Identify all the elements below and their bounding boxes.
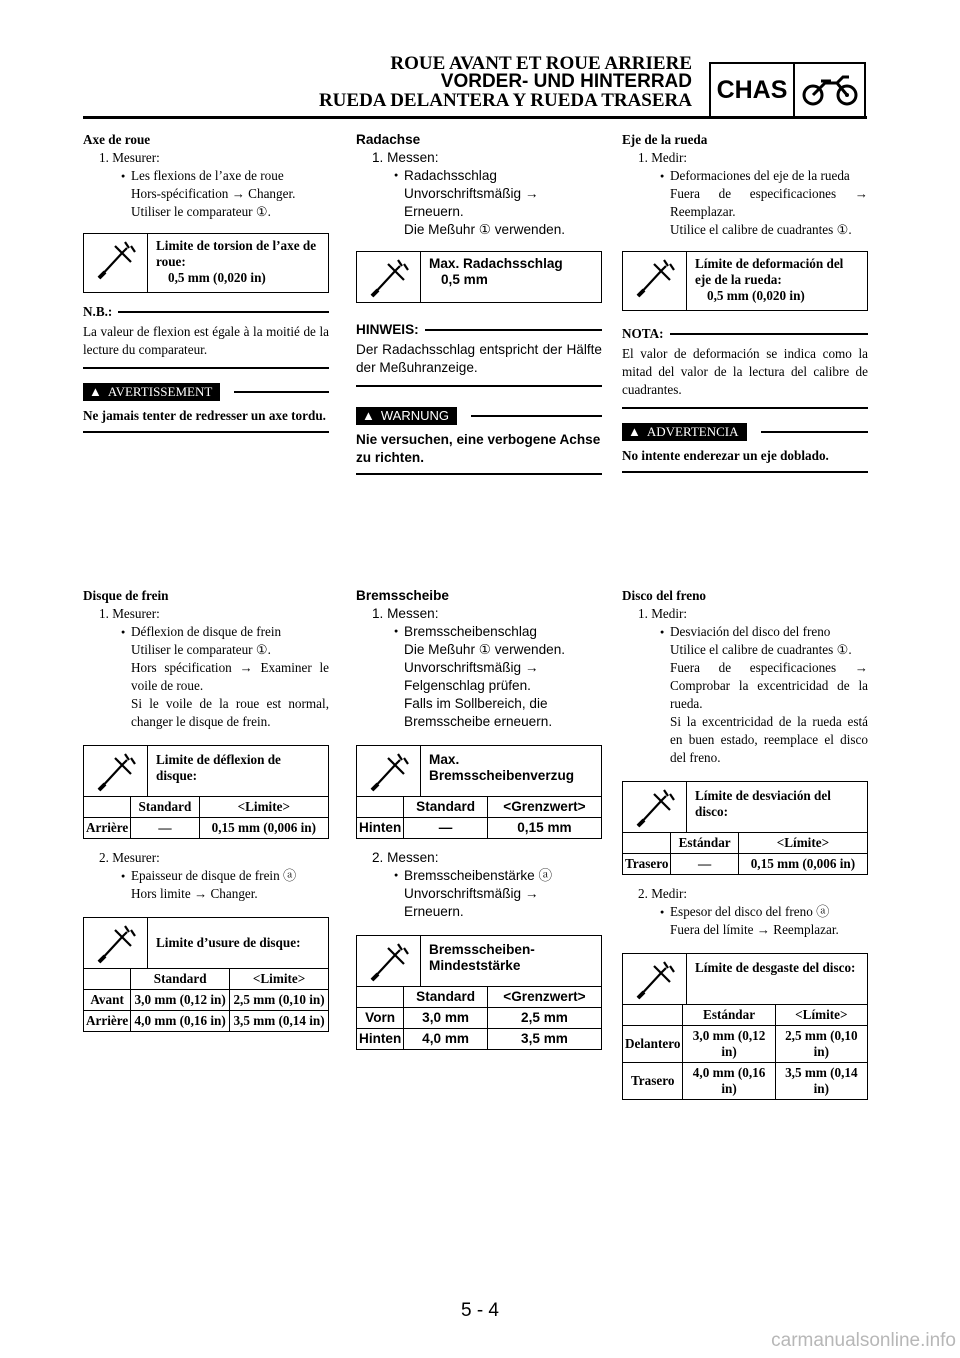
wrench-icon — [357, 252, 421, 302]
es-axle-spec-value: 0,5 mm (0,020 in) — [707, 288, 805, 303]
es-disc-title: Disco del freno — [622, 588, 706, 603]
es-warning-badge — [622, 423, 747, 441]
de-disc-spec2-title: Bremsscheiben-Mindeststärke — [429, 942, 535, 973]
de-disc-section — [356, 587, 602, 1058]
fr-axle-warning — [83, 383, 329, 433]
wrench-icon — [84, 918, 148, 968]
fr-axle-title: Axe de roue — [83, 132, 151, 147]
de-disc-spec2 — [356, 935, 602, 1050]
de-spec2-row-limit: 2,5 mm — [487, 1008, 601, 1029]
de-axle-line: Erneuern. — [404, 204, 464, 219]
es-disc-bullet2: ● Espesor del disco del freno ⓐ — [622, 903, 868, 921]
fr-axle-section — [83, 131, 329, 433]
warning-icon: ▲ — [628, 424, 641, 439]
es-spec2-head-standard: Estándar — [683, 1005, 775, 1026]
fr-spec2-row-label: Arrière — [84, 1011, 131, 1032]
es-axle-line: Utilice el calibre de cuadrantes ①. — [670, 222, 852, 237]
de-axle-section — [356, 131, 602, 475]
de-axle-line: Die Meßuhr ① verwenden. — [404, 222, 566, 237]
de-spec2-row-limit: 3,5 mm — [487, 1029, 601, 1050]
de-warning-text: Nie versuchen, eine verbogene Achse zu richten. — [356, 432, 601, 465]
es-spec2-head-limit: <Límite> — [795, 1007, 848, 1022]
es-spec2-row-label: Delantero — [623, 1026, 683, 1063]
fr-note-label: N.B.: — [83, 304, 113, 319]
wrench-icon — [84, 234, 148, 292]
warning-icon: ▲ — [362, 408, 375, 423]
watermark: carmanualsonline.info — [771, 1330, 956, 1351]
fr-spec1-head-limit: <Limite> — [237, 799, 290, 814]
page-number: 5 - 4 — [460, 1300, 500, 1321]
es-spec2-row-limit: 2,5 mm (0,10 in) — [775, 1026, 867, 1063]
fr-warning-text: Ne jamais tenter de redresser un axe tordu. — [83, 408, 326, 423]
de-disc-bullet2: ● Bremsscheibenstärke ⓐ — [356, 867, 602, 885]
fr-spec2-head-standard: Standard — [131, 969, 230, 990]
fr-disc-step1: 1. Mesurer: — [99, 606, 160, 621]
fr-axle-line: Utiliser le comparateur ①. — [131, 204, 271, 219]
es-disc-line: Utilice el calibre de cuadrantes ①. — [670, 642, 852, 657]
de-axle-bullet: ● Radachsschlag — [356, 167, 602, 185]
table-row — [357, 1029, 601, 1050]
de-disc-line2: Erneuern. — [404, 904, 464, 919]
de-warning-label: WARNUNG — [380, 408, 449, 423]
de-disc-line: Unvorschriftsmäßig → Felgenschlag prüfen. — [404, 660, 539, 693]
fr-warning-label: AVERTISSEMENT — [107, 384, 213, 399]
es-disc-step2: 2. Medir: — [638, 886, 688, 901]
de-note-text: Der Radachsschlag entspricht der Hälfte der Meßuhranzeige. — [356, 342, 602, 375]
page-header — [0, 0, 960, 125]
wrench-icon — [623, 782, 687, 832]
es-spec1-row-label: Trasero — [623, 854, 671, 875]
fr-spec2-row-standard: 3,0 mm (0,12 in) — [131, 990, 230, 1011]
wrench-icon — [623, 252, 687, 310]
fr-note-text: La valeur de flexion est égale à la moitié de la lecture du comparateur. — [83, 324, 329, 357]
fr-disc-line: Hors spécification → Examiner le voile de roue. — [131, 660, 329, 693]
fr-disc-line: Utiliser le comparateur ①. — [131, 642, 271, 657]
wrench-icon — [84, 746, 148, 796]
wrench-icon — [357, 936, 421, 986]
de-spec2-row-label: Hinten — [357, 1029, 404, 1050]
fr-disc-spec2-title: Limite d’usure de disque: — [156, 935, 301, 950]
wrench-icon — [357, 746, 421, 796]
es-disc-spec2-title: Límite de desgaste del disco: — [695, 960, 856, 975]
fr-disc-spec1 — [83, 745, 329, 839]
es-axle-section — [622, 131, 868, 473]
es-axle-bullet: ● Deformaciones del eje de la rueda — [622, 167, 868, 185]
es-spec1-row-limit: 0,15 mm (0,006 in) — [738, 854, 867, 875]
section-badge — [709, 62, 866, 118]
header-title-fr: ROUE AVANT ET ROUE ARRIERE — [390, 53, 692, 74]
table-row — [357, 1008, 601, 1029]
es-note-label: NOTA: — [622, 326, 664, 341]
es-spec2-row-label: Trasero — [623, 1063, 683, 1100]
de-spec2-row-standard: 3,0 mm — [404, 1008, 488, 1029]
fr-spec1-row-label: Arrière — [84, 818, 131, 839]
es-disc-step1: 1. Medir: — [638, 606, 688, 621]
es-axle-step: 1. Medir: — [638, 150, 688, 165]
es-spec1-row-standard: — — [671, 854, 738, 875]
es-axle-warning — [622, 423, 868, 473]
es-note-text: El valor de deformación se indica como la mitad del valor de la lectura del calibre de cuadrantes. — [622, 346, 868, 397]
fr-axle-spec-title: Limite de torsion de l’axe de roue: — [156, 238, 317, 269]
es-disc-spec1-title: Límite de desviación del disco: — [695, 788, 831, 819]
de-spec1-head-standard: Standard — [404, 797, 488, 818]
es-disc-bullet1: ● Desviación del disco del freno — [622, 623, 868, 641]
de-axle-note — [356, 321, 602, 387]
fr-disc-bullet1: ● Déflexion de disque de frein — [83, 623, 329, 641]
table-row — [84, 818, 328, 839]
section-badge-label: CHAS — [711, 64, 795, 116]
es-disc-section — [622, 587, 868, 1108]
fr-disc-spec1-title: Limite de déflexion de disque: — [156, 752, 281, 783]
header-title-es: RUEDA DELANTERA Y RUEDA TRASERA — [318, 90, 692, 111]
de-spec2-row-label: Vorn — [357, 1008, 404, 1029]
de-warning-badge — [356, 407, 457, 425]
de-disc-bullet1: ● Bremsscheibenschlag — [356, 623, 602, 641]
es-axle-line: Fuera de especificaciones → Reemplazar. — [670, 186, 868, 219]
fr-axle-bullet: ● Les flexions de l’axe de roue — [83, 167, 329, 185]
es-disc-spec2 — [622, 953, 868, 1100]
de-axle-warning — [356, 407, 602, 475]
de-note-label: HINWEIS: — [356, 322, 419, 337]
de-spec2-head-limit: <Grenzwert> — [503, 989, 586, 1004]
de-disc-step2: 2. Messen: — [372, 850, 439, 865]
header-title-de: VORDER- UND HINTERRAD — [440, 71, 692, 92]
es-disc-spec1 — [622, 781, 868, 875]
de-disc-title: Bremsscheibe — [356, 588, 449, 603]
es-axle-note — [622, 325, 868, 409]
de-disc-line2: Unvorschriftsmäßig → — [404, 886, 539, 901]
de-axle-spec-title: Max. Radachsschlag — [429, 256, 563, 271]
de-disc-line: Die Meßuhr ① verwenden. — [404, 642, 566, 657]
es-axle-spec-box — [622, 251, 868, 311]
table-row — [357, 818, 601, 839]
fr-spec1-row-standard: — — [131, 818, 199, 839]
fr-disc-line2: Hors limite → Changer. — [131, 886, 258, 901]
es-spec1-head-standard: Estándar — [671, 833, 738, 854]
warning-icon: ▲ — [89, 384, 102, 399]
de-spec1-row-standard: — — [404, 818, 488, 839]
es-axle-spec-title: Límite de deformación del eje de la rueda: — [695, 256, 844, 287]
table-row — [84, 1011, 328, 1032]
de-axle-line: Unvorschriftsmäßig → — [404, 186, 539, 201]
fr-spec2-head-limit: <Limite> — [252, 971, 306, 986]
de-axle-spec-box — [356, 251, 602, 303]
de-spec1-row-label: Hinten — [357, 818, 404, 839]
fr-disc-section — [83, 587, 329, 1040]
fr-disc-step2: 2. Mesurer: — [99, 850, 160, 865]
motorcycle-icon — [795, 64, 864, 116]
de-disc-step1: 1. Messen: — [372, 606, 439, 621]
es-disc-line: Fuera de especificaciones → Comprobar la excentricidad de la rueda. — [670, 660, 868, 711]
es-disc-line2: Fuera del límite → Reemplazar. — [670, 922, 839, 937]
wrench-icon — [623, 954, 687, 1004]
fr-warning-badge — [83, 383, 220, 401]
fr-disc-spec2 — [83, 917, 329, 1032]
de-axle-step: 1. Messen: — [372, 150, 439, 165]
fr-spec2-row-standard: 4,0 mm (0,16 in) — [131, 1011, 230, 1032]
de-spec2-row-standard: 4,0 mm — [404, 1029, 488, 1050]
fr-disc-bullet2: ● Epaisseur de disque de frein ⓐ — [83, 867, 329, 885]
de-spec1-row-limit: 0,15 mm — [487, 818, 601, 839]
de-disc-line: Falls im Sollbereich, die Bremsscheibe erneuern. — [404, 696, 553, 729]
es-warning-label: ADVERTENCIA — [646, 424, 739, 439]
es-spec2-row-standard: 3,0 mm (0,12 in) — [683, 1026, 775, 1063]
fr-spec2-row-limit: 2,5 mm (0,10 in) — [230, 990, 328, 1011]
fr-spec2-row-label: Avant — [84, 990, 131, 1011]
fr-disc-title: Disque de frein — [83, 588, 169, 603]
fr-spec2-row-limit: 3,5 mm (0,14 in) — [230, 1011, 328, 1032]
fr-axle-spec-value: 0,5 mm (0,020 in) — [168, 270, 266, 285]
es-disc-line: Si la excentricidad de la rueda está en buen estado, reemplace el disco del freno. — [670, 714, 868, 765]
de-disc-spec1-title: Max. Bremsscheibenverzug — [429, 752, 575, 783]
table-row — [623, 1026, 867, 1063]
fr-axle-step: 1. Mesurer: — [99, 150, 160, 165]
de-spec2-head-standard: Standard — [404, 987, 488, 1008]
table-row — [623, 854, 867, 875]
fr-disc-line: Si le voile de la roue est normal, changer le disque de frein. — [131, 696, 329, 729]
es-axle-title: Eje de la rueda — [622, 132, 708, 147]
de-disc-spec1 — [356, 745, 602, 839]
fr-axle-note — [83, 303, 329, 369]
de-axle-spec-value: 0,5 mm — [441, 272, 488, 287]
es-spec1-head-limit: <Límite> — [776, 835, 830, 850]
fr-axle-spec-box — [83, 233, 329, 293]
table-row — [84, 990, 328, 1011]
fr-spec1-head-standard: Standard — [131, 797, 199, 818]
es-spec2-row-limit: 3,5 mm (0,14 in) — [775, 1063, 867, 1100]
fr-spec1-row-limit: 0,15 mm (0,006 in) — [199, 818, 328, 839]
header-rule — [83, 116, 867, 119]
fr-axle-line: Hors-spécification → Changer. — [131, 186, 296, 201]
es-spec2-row-standard: 4,0 mm (0,16 in) — [683, 1063, 775, 1100]
de-axle-title: Radachse — [356, 132, 421, 147]
es-warning-text: No intente enderezar un eje doblado. — [622, 448, 829, 463]
table-row — [623, 1063, 867, 1100]
de-spec1-head-limit: <Grenzwert> — [503, 799, 586, 814]
